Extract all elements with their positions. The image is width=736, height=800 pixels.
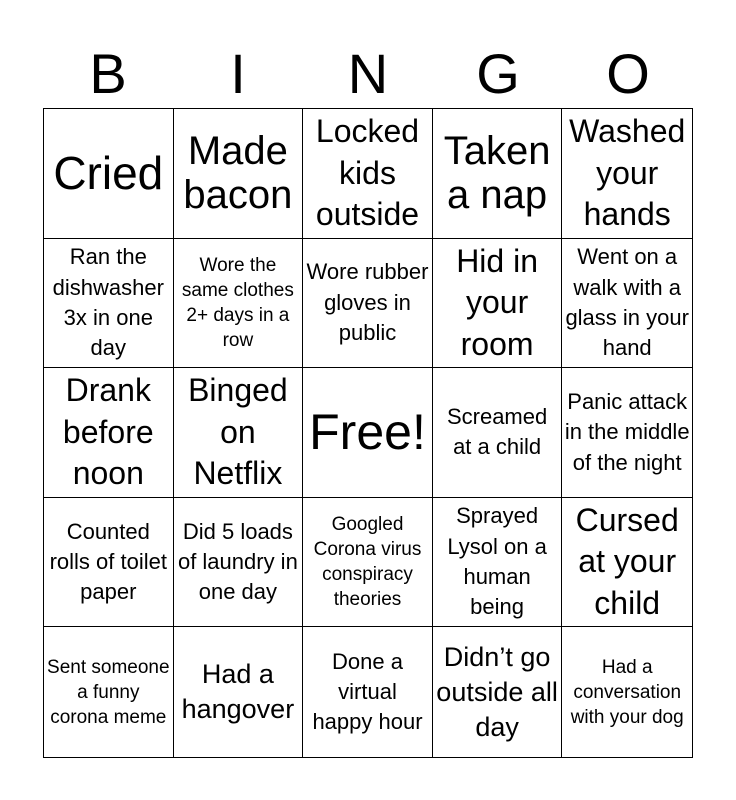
- free-cell[interactable]: [303, 368, 433, 498]
- bingo-cell[interactable]: [44, 109, 174, 239]
- cell-text: Googled Corona virus conspiracy theories: [313, 513, 422, 611]
- cell-text: Went on a walk with a glass in your hand: [565, 244, 689, 361]
- bingo-cell[interactable]: [174, 627, 304, 757]
- cell-text: Counted rolls of toilet paper: [49, 518, 167, 605]
- cell-text: Washed your hands: [569, 112, 686, 233]
- bingo-cell[interactable]: [44, 368, 174, 498]
- bingo-cell[interactable]: [433, 239, 563, 369]
- bingo-cell[interactable]: [433, 368, 563, 498]
- bingo-cell[interactable]: [433, 109, 563, 239]
- cell-text: Sprayed Lysol on a human being: [447, 503, 547, 620]
- cell-text: Done a virtual happy hour: [312, 648, 423, 735]
- bingo-cell[interactable]: [174, 109, 304, 239]
- cell-text: Cursed at your child: [575, 501, 679, 621]
- bingo-board: [43, 108, 693, 758]
- bingo-header: [43, 40, 693, 108]
- cell-text: Taken a nap: [443, 128, 551, 218]
- free-cell-text: Free!: [309, 403, 426, 460]
- cell-text: Binged on Netflix: [188, 372, 288, 492]
- cell-text: Wore rubber gloves in public: [306, 259, 429, 346]
- bingo-cell[interactable]: [44, 627, 174, 757]
- header-letter-b: B: [89, 42, 127, 105]
- cell-text: Didn’t go outside all day: [436, 641, 558, 742]
- bingo-cell[interactable]: [562, 109, 692, 239]
- cell-text: Cried: [53, 147, 164, 199]
- bingo-cell[interactable]: [433, 627, 563, 757]
- header-letter-i: I: [230, 42, 246, 105]
- header-letter-o: O: [606, 42, 650, 105]
- cell-text: Hid in your room: [456, 242, 538, 362]
- bingo-cell[interactable]: [562, 368, 692, 498]
- bingo-cell[interactable]: [303, 627, 433, 757]
- cell-text: Wore the same clothes 2+ days in a row: [181, 254, 294, 351]
- bingo-cell[interactable]: [562, 498, 692, 628]
- bingo-cell[interactable]: [174, 368, 304, 498]
- cell-text: Ran the dishwasher 3x in one day: [52, 244, 164, 361]
- bingo-cell[interactable]: [562, 627, 692, 757]
- bingo-cell[interactable]: [562, 239, 692, 369]
- bingo-cell[interactable]: [303, 239, 433, 369]
- bingo-cell[interactable]: [433, 498, 563, 628]
- bingo-cell[interactable]: [303, 498, 433, 628]
- cell-text: Screamed at a child: [446, 404, 548, 460]
- header-letter-n: N: [347, 42, 389, 105]
- cell-text: Panic attack in the middle of the night: [564, 388, 690, 475]
- cell-text: Locked kids outside: [315, 112, 420, 233]
- cell-text: Did 5 loads of laundry in one day: [177, 518, 298, 605]
- bingo-cell[interactable]: [44, 239, 174, 369]
- bingo-cell[interactable]: [303, 109, 433, 239]
- cell-text: Had a conversation with your dog: [570, 656, 684, 728]
- bingo-cell[interactable]: [174, 498, 304, 628]
- bingo-cell[interactable]: [44, 498, 174, 628]
- cell-text: Drank before noon: [62, 372, 154, 492]
- cell-text: Sent someone a funny corona meme: [47, 656, 170, 728]
- bingo-cell[interactable]: [174, 239, 304, 369]
- header-letter-g: G: [476, 42, 520, 105]
- cell-text: Had a hangover: [181, 659, 295, 725]
- cell-text: Made bacon: [183, 128, 293, 218]
